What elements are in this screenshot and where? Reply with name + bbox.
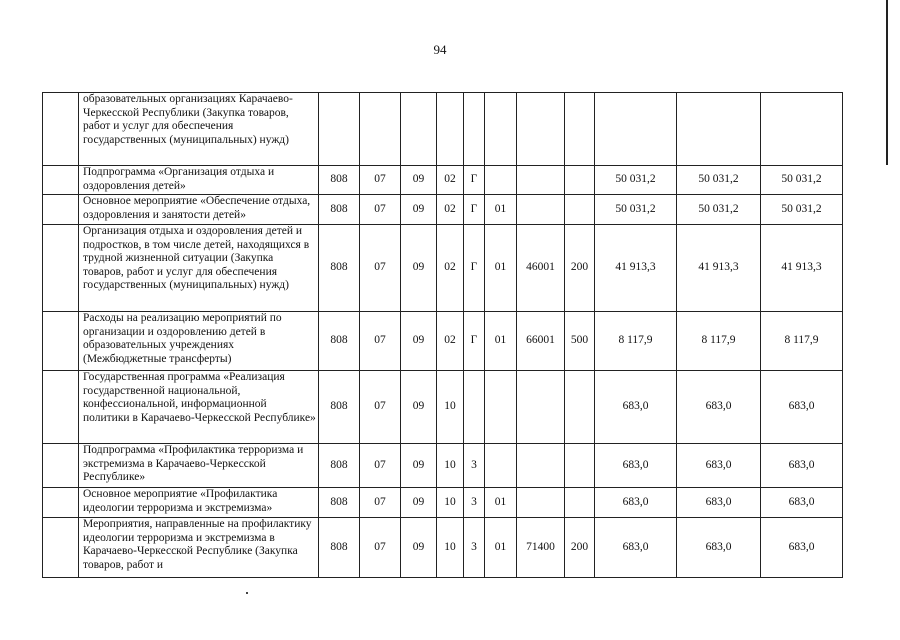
amount-year2 <box>677 93 761 166</box>
code-expense-type <box>565 488 595 518</box>
amount-year1: 50 031,2 <box>595 166 677 195</box>
budget-table <box>42 92 843 578</box>
code-section: 07 <box>360 195 401 225</box>
code-direction <box>517 195 565 225</box>
code-subprogram: Г <box>464 195 485 225</box>
code-section: 07 <box>360 225 401 312</box>
code-activity <box>485 444 517 488</box>
row-description: образовательных организациях Карачаево-Черкесской Республики (Закупка товаров, работ и услуг для обеспечения государственных (муниципальных) нужд) <box>79 93 319 166</box>
code-ministry <box>319 93 360 166</box>
table-row <box>43 312 843 371</box>
table-row <box>43 166 843 195</box>
amount-year1: 683,0 <box>595 488 677 518</box>
code-direction <box>517 444 565 488</box>
code-subsection: 09 <box>401 371 437 444</box>
code-subprogram: Г <box>464 225 485 312</box>
code-direction <box>517 93 565 166</box>
row-description: Подпрограмма «Профилактика терроризма и экстремизма в Карачаево-Черкесской Республике» <box>79 444 319 488</box>
blank-cell <box>43 518 79 578</box>
code-subsection: 09 <box>401 166 437 195</box>
code-section <box>360 93 401 166</box>
code-activity <box>485 93 517 166</box>
code-section: 07 <box>360 312 401 371</box>
page-edge-rule <box>886 0 888 165</box>
page-number: 94 <box>433 42 447 57</box>
amount-year3: 50 031,2 <box>761 195 843 225</box>
code-section: 07 <box>360 444 401 488</box>
code-program: 10 <box>437 488 464 518</box>
code-direction: 71400 <box>517 518 565 578</box>
amount-year1: 8 117,9 <box>595 312 677 371</box>
amount-year1: 683,0 <box>595 371 677 444</box>
amount-year3: 683,0 <box>761 488 843 518</box>
amount-year3: 50 031,2 <box>761 166 843 195</box>
code-section: 07 <box>360 371 401 444</box>
code-activity <box>485 166 517 195</box>
blank-cell <box>43 488 79 518</box>
table-row <box>43 195 843 225</box>
code-direction <box>517 371 565 444</box>
blank-cell <box>43 444 79 488</box>
code-ministry: 808 <box>319 195 360 225</box>
row-description: Подпрограмма «Организация отдыха и оздоровления детей» <box>79 166 319 195</box>
code-subprogram: Г <box>464 166 485 195</box>
amount-year2: 50 031,2 <box>677 166 761 195</box>
code-activity: 01 <box>485 312 517 371</box>
blank-cell <box>43 371 79 444</box>
amount-year2: 41 913,3 <box>677 225 761 312</box>
amount-year3 <box>761 93 843 166</box>
row-description: Основное мероприятие «Обеспечение отдыха, оздоровления и занятости детей» <box>79 195 319 225</box>
amount-year3: 41 913,3 <box>761 225 843 312</box>
code-subprogram <box>464 371 485 444</box>
code-subprogram <box>464 93 485 166</box>
amount-year3: 683,0 <box>761 444 843 488</box>
code-ministry: 808 <box>319 444 360 488</box>
code-section: 07 <box>360 488 401 518</box>
code-program: 02 <box>437 166 464 195</box>
code-expense-type <box>565 444 595 488</box>
code-subprogram: Г <box>464 312 485 371</box>
blank-cell <box>43 166 79 195</box>
code-ministry: 808 <box>319 518 360 578</box>
amount-year1: 41 913,3 <box>595 225 677 312</box>
row-description: Мероприятия, направленные на профилактику идеологии терроризма и экстремизма в Карачаево-Черкесской Республике (Закупка товаров, работ и <box>79 518 319 578</box>
scan-artifact-dot <box>246 592 248 594</box>
code-subsection: 09 <box>401 518 437 578</box>
code-direction: 46001 <box>517 225 565 312</box>
amount-year3: 8 117,9 <box>761 312 843 371</box>
blank-cell <box>43 195 79 225</box>
amount-year1 <box>595 93 677 166</box>
amount-year1: 683,0 <box>595 444 677 488</box>
code-expense-type: 500 <box>565 312 595 371</box>
amount-year3: 683,0 <box>761 371 843 444</box>
code-subprogram: 3 <box>464 488 485 518</box>
code-program: 02 <box>437 225 464 312</box>
row-description: Организация отдыха и оздоровления детей и подростков, в том числе детей, находящихся в трудной жизненной ситуации (Закупка товаров, работ и услуг для обеспечения государственных (муниципальных) нужд) <box>79 225 319 312</box>
code-direction <box>517 166 565 195</box>
code-activity: 01 <box>485 225 517 312</box>
code-expense-type <box>565 166 595 195</box>
code-activity <box>485 371 517 444</box>
code-ministry: 808 <box>319 371 360 444</box>
code-subsection: 09 <box>401 488 437 518</box>
code-section: 07 <box>360 166 401 195</box>
code-ministry: 808 <box>319 225 360 312</box>
blank-cell <box>43 93 79 166</box>
table-row <box>43 444 843 488</box>
code-activity: 01 <box>485 488 517 518</box>
code-program: 10 <box>437 518 464 578</box>
code-subsection: 09 <box>401 225 437 312</box>
amount-year1: 50 031,2 <box>595 195 677 225</box>
row-description: Расходы на реализацию мероприятий по организации и оздоровлению детей в образовательных учреждениях (Межбюджетные трансферты) <box>79 312 319 371</box>
amount-year2: 683,0 <box>677 371 761 444</box>
amount-year1: 683,0 <box>595 518 677 578</box>
code-program <box>437 93 464 166</box>
code-activity: 01 <box>485 195 517 225</box>
code-subsection <box>401 93 437 166</box>
code-subsection: 09 <box>401 195 437 225</box>
code-expense-type <box>565 195 595 225</box>
table-row <box>43 488 843 518</box>
code-ministry: 808 <box>319 312 360 371</box>
code-expense-type <box>565 93 595 166</box>
code-ministry: 808 <box>319 488 360 518</box>
code-direction <box>517 488 565 518</box>
code-ministry: 808 <box>319 166 360 195</box>
code-section: 07 <box>360 518 401 578</box>
amount-year3: 683,0 <box>761 518 843 578</box>
blank-cell <box>43 225 79 312</box>
code-program: 02 <box>437 195 464 225</box>
code-expense-type <box>565 371 595 444</box>
table-row <box>43 225 843 312</box>
row-description: Государственная программа «Реализация государственной национальной, конфессиональной, информационной политики в Карачаево-Черкесской Республике» <box>79 371 319 444</box>
table-row <box>43 93 843 166</box>
code-subprogram: 3 <box>464 518 485 578</box>
code-program: 10 <box>437 371 464 444</box>
table-row <box>43 518 843 578</box>
table-row <box>43 371 843 444</box>
code-expense-type: 200 <box>565 518 595 578</box>
code-subprogram: 3 <box>464 444 485 488</box>
amount-year2: 683,0 <box>677 488 761 518</box>
code-activity: 01 <box>485 518 517 578</box>
code-program: 02 <box>437 312 464 371</box>
amount-year2: 683,0 <box>677 518 761 578</box>
code-program: 10 <box>437 444 464 488</box>
row-description: Основное мероприятие «Профилактика идеологии терроризма и экстремизма» <box>79 488 319 518</box>
code-subsection: 09 <box>401 312 437 371</box>
amount-year2: 683,0 <box>677 444 761 488</box>
blank-cell <box>43 312 79 371</box>
amount-year2: 8 117,9 <box>677 312 761 371</box>
code-expense-type: 200 <box>565 225 595 312</box>
code-direction: 66001 <box>517 312 565 371</box>
amount-year2: 50 031,2 <box>677 195 761 225</box>
code-subsection: 09 <box>401 444 437 488</box>
